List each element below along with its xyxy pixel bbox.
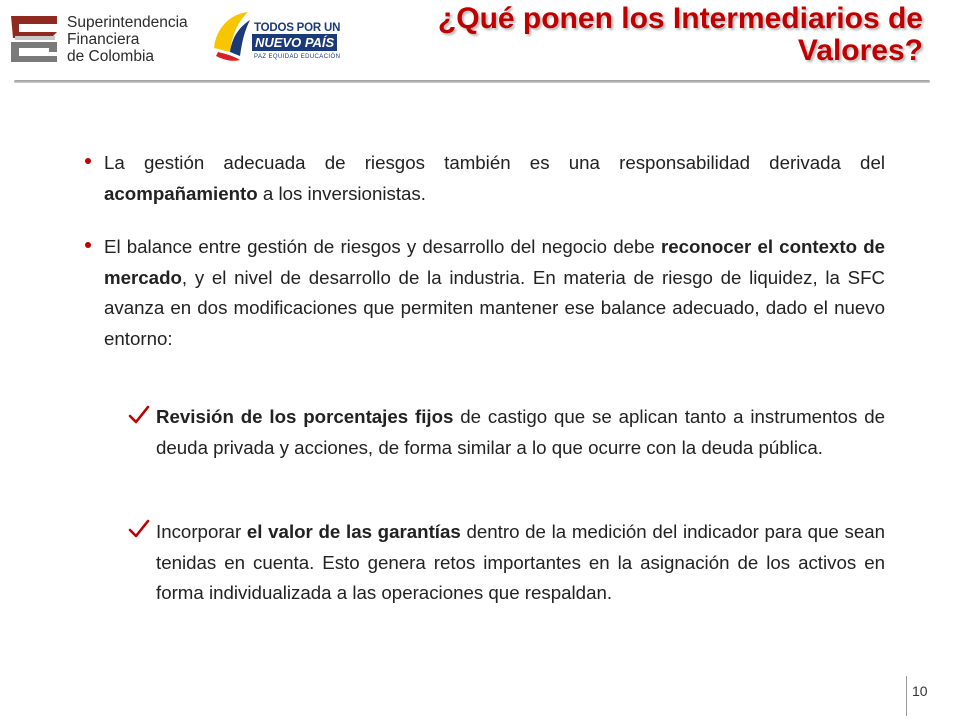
- checkmark-icon: [128, 404, 150, 426]
- bullet-1-text-a: La gestión adecuada de riesgos también es una responsabilidad derivada del: [104, 152, 885, 173]
- bullet-1-emphasis: acompañamiento: [104, 182, 258, 204]
- bullet-dot-icon: [85, 158, 91, 164]
- sfc-logo-line2: Financiera: [67, 31, 140, 48]
- bullet-text-2: [104, 232, 885, 354]
- slide-title-line2: Valores?: [797, 34, 923, 67]
- bullet-1-text-b: a los inversionistas.: [257, 182, 426, 204]
- gov-logo: [208, 8, 378, 70]
- bullet-dot-icon: [85, 242, 91, 248]
- check-1-text-b: de castigo que se aplican tanto a instrumentos de deuda privada y acciones, de forma similar a lo que ocurre con la deuda pública.: [156, 406, 885, 458]
- gov-logo-line3: PAZ EQUIDAD EDUCACIÓN: [254, 54, 341, 60]
- page-number: 10: [912, 683, 928, 699]
- slide-title-line1: ¿Qué ponen los Intermediarios de: [437, 2, 923, 35]
- sfc-emblem-icon: [5, 8, 63, 68]
- sfc-logo-line3: de Colombia: [67, 48, 155, 65]
- sfc-logo: [5, 8, 188, 68]
- bullet-2-text-b: , y el nivel de desarrollo de la industria. En materia de riesgo de liquidez, la SFC avanza en dos modificaciones que permiten mantener ese balance adecuado, dado el nuevo entorno:: [104, 266, 885, 349]
- bullet-2-text-a: El balance entre gestión de riesgos y desarrollo del negocio debe: [104, 236, 661, 257]
- bullet-text-1: [104, 148, 885, 209]
- check-2-text-b: dentro de la medición del indicador para que sean tenidas en cuenta. Esto genera retos importantes en la asignación de los activos en forma individualizada a las operaciones que respaldan.: [156, 521, 885, 603]
- gov-logo-line2: NUEVO PAÍS: [252, 34, 337, 51]
- sfc-logo-line1: Superintendencia: [67, 14, 188, 31]
- check-item-1: [156, 402, 885, 463]
- slide-title: [363, 3, 923, 67]
- colombia-flag-emblem-icon: [208, 8, 254, 68]
- check-1-emphasis: Revisión de los porcentajes fijos: [156, 406, 454, 427]
- page-number-divider: [906, 676, 907, 716]
- checkmark-icon: [128, 518, 150, 540]
- check-2-text-a: Incorporar: [156, 521, 247, 542]
- gov-logo-line1: TODOS POR UN: [254, 22, 341, 34]
- check-item-2: [156, 517, 885, 609]
- check-2-emphasis: el valor de las garantías: [246, 521, 461, 542]
- sfc-logo-text: [67, 14, 188, 65]
- title-divider: [14, 80, 930, 83]
- bullet-2-emphasis: reconocer el contexto de mercado: [104, 236, 885, 288]
